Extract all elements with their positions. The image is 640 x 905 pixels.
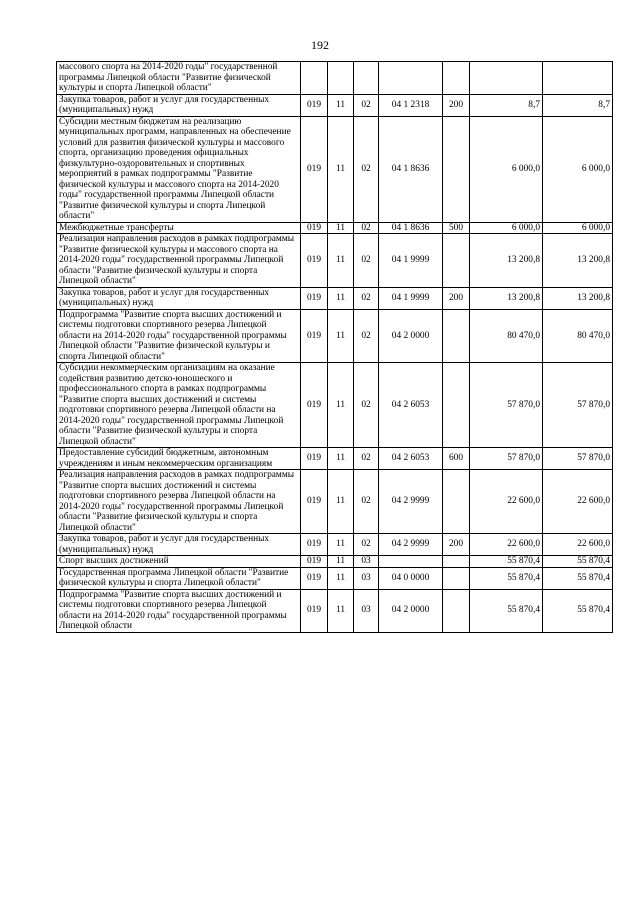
row-name-cell: Субсидии некоммерческим организациям на оказание содействия развитию детско-юношеского и профессионального спорта в рамках подпрограммы "Развитие спорта высших достижений и системы подготовки спортивного резерва Липецкой области на 2014-2020 годы" государственной программы Липецкой области "Развитие физической культуры и спорта Липецкой области" [57,363,301,448]
table-row [57,287,613,309]
row-amount-2-cell [543,62,613,95]
row-amount-1-cell: 80 470,0 [470,309,543,363]
row-target-article-cell: 04 2 0000 [379,589,443,632]
row-amount-1-cell: 55 870,4 [470,589,543,632]
row-subsection-cell: 02 [354,534,379,556]
row-subsection-cell: 02 [354,234,379,288]
row-name-cell: Закупка товаров, работ и услуг для государственных (муниципальных) нужд [57,534,301,556]
row-expense-type-cell [443,116,470,222]
row-name-cell: Реализация направления расходов в рамках подпрограммы "Развитие физической культуры и массового спорта на 2014-2020 годы" государственной программы Липецкой области "Развитие физической культуры и спорта Липецкой области" [57,234,301,288]
row-section-cell: 11 [328,234,354,288]
row-expense-type-cell [443,589,470,632]
budget-table [56,61,613,633]
row-expense-type-cell [443,309,470,363]
row-amount-1-cell: 8,7 [470,94,543,116]
row-target-article-cell: 04 1 8636 [379,222,443,234]
table-row [57,534,613,556]
row-name-cell: Подпрограмма "Развитие спорта высших достижений и системы подготовки спортивного резерва Липецкой области на 2014-2020 годы" государственной программы Липецкой области [57,589,301,632]
row-amount-2-cell: 22 600,0 [543,534,613,556]
row-amount-1-cell: 57 870,0 [470,363,543,448]
row-amount-1-cell [470,62,543,95]
row-expense-type-cell: 200 [443,287,470,309]
row-expense-type-cell [443,567,470,589]
table-row [57,567,613,589]
row-subsection-cell: 02 [354,363,379,448]
row-section-cell: 11 [328,556,354,568]
row-amount-1-cell: 13 200,8 [470,287,543,309]
table-row [57,363,613,448]
row-ministry-code-cell [301,62,328,95]
row-amount-1-cell: 57 870,0 [470,448,543,470]
row-subsection-cell: 02 [354,448,379,470]
row-name-cell: Закупка товаров, работ и услуг для государственных (муниципальных) нужд [57,94,301,116]
row-expense-type-cell [443,234,470,288]
row-subsection-cell: 02 [354,116,379,222]
row-target-article-cell: 04 1 9999 [379,234,443,288]
row-name-cell: Реализация направления расходов в рамках подпрограммы "Развитие спорта высших достижений и системы подготовки спортивного резерва Липецкой области на 2014-2020 годы" государственной программы Липецкой области "Развитие физической культуры и спорта Липецкой области" [57,470,301,534]
row-subsection-cell: 03 [354,556,379,568]
row-ministry-code-cell: 019 [301,470,328,534]
row-subsection-cell: 02 [354,470,379,534]
row-expense-type-cell: 600 [443,448,470,470]
row-name-cell: Государственная программа Липецкой области "Развитие физической культуры и спорта Липецкой области" [57,567,301,589]
table-row [57,589,613,632]
row-target-article-cell: 04 2 0000 [379,309,443,363]
row-ministry-code-cell: 019 [301,567,328,589]
row-amount-1-cell: 22 600,0 [470,534,543,556]
row-ministry-code-cell: 019 [301,589,328,632]
row-amount-1-cell: 22 600,0 [470,470,543,534]
row-amount-2-cell: 57 870,0 [543,363,613,448]
row-ministry-code-cell: 019 [301,534,328,556]
row-expense-type-cell: 500 [443,222,470,234]
row-expense-type-cell [443,470,470,534]
row-target-article-cell: 04 2 9999 [379,470,443,534]
row-subsection-cell: 02 [354,309,379,363]
row-amount-2-cell: 6 000,0 [543,222,613,234]
row-name-cell: массового спорта на 2014-2020 годы" государственной программы Липецкой области "Развитие физической культуры и спорта Липецкой области" [57,62,301,95]
row-subsection-cell: 02 [354,287,379,309]
row-target-article-cell [379,556,443,568]
row-ministry-code-cell: 019 [301,309,328,363]
row-section-cell: 11 [328,470,354,534]
row-amount-2-cell: 57 870,0 [543,448,613,470]
row-name-cell: Закупка товаров, работ и услуг для государственных (муниципальных) нужд [57,287,301,309]
row-expense-type-cell [443,556,470,568]
row-target-article-cell: 04 2 6053 [379,363,443,448]
row-amount-2-cell: 80 470,0 [543,309,613,363]
row-ministry-code-cell: 019 [301,556,328,568]
row-section-cell: 11 [328,567,354,589]
row-amount-2-cell: 13 200,8 [543,287,613,309]
row-ministry-code-cell: 019 [301,448,328,470]
row-ministry-code-cell: 019 [301,287,328,309]
row-ministry-code-cell: 019 [301,234,328,288]
row-ministry-code-cell: 019 [301,363,328,448]
row-target-article-cell [379,62,443,95]
row-expense-type-cell: 200 [443,534,470,556]
row-expense-type-cell [443,62,470,95]
row-subsection-cell: 03 [354,589,379,632]
row-name-cell: Спорт высших достижений [57,556,301,568]
row-name-cell: Межбюджетные трансферты [57,222,301,234]
row-amount-2-cell: 22 600,0 [543,470,613,534]
row-section-cell: 11 [328,287,354,309]
row-section-cell: 11 [328,116,354,222]
page-number: 192 [311,38,329,52]
table-row [57,94,613,116]
row-target-article-cell: 04 1 8636 [379,116,443,222]
row-amount-2-cell: 55 870,4 [543,589,613,632]
row-amount-1-cell: 55 870,4 [470,567,543,589]
table-row [57,556,613,568]
row-amount-2-cell: 55 870,4 [543,567,613,589]
row-name-cell: Подпрограмма "Развитие спорта высших достижений и системы подготовки спортивного резерва Липецкой области на 2014-2020 годы" государственной программы Липецкой области "Развитие физической культуры и спорта Липецкой области" [57,309,301,363]
row-target-article-cell: 04 1 9999 [379,287,443,309]
row-subsection-cell: 02 [354,94,379,116]
row-amount-2-cell: 8,7 [543,94,613,116]
row-target-article-cell: 04 2 6053 [379,448,443,470]
row-amount-2-cell: 55 870,4 [543,556,613,568]
row-section-cell [328,62,354,95]
row-subsection-cell [354,62,379,95]
table-row [57,62,613,95]
row-section-cell: 11 [328,363,354,448]
row-target-article-cell: 04 0 0000 [379,567,443,589]
row-name-cell: Предоставление субсидий бюджетным, автономным учреждениям и иным некоммерческим организациям [57,448,301,470]
row-amount-2-cell: 13 200,8 [543,234,613,288]
row-amount-2-cell: 6 000,0 [543,116,613,222]
table-row [57,222,613,234]
row-amount-1-cell: 55 870,4 [470,556,543,568]
table-row [57,234,613,288]
row-expense-type-cell: 200 [443,94,470,116]
row-section-cell: 11 [328,589,354,632]
row-ministry-code-cell: 019 [301,116,328,222]
table-row [57,116,613,222]
row-amount-1-cell: 6 000,0 [470,116,543,222]
row-section-cell: 11 [328,94,354,116]
row-subsection-cell: 02 [354,222,379,234]
table-row [57,470,613,534]
row-amount-1-cell: 13 200,8 [470,234,543,288]
row-target-article-cell: 04 2 9999 [379,534,443,556]
row-target-article-cell: 04 1 2318 [379,94,443,116]
row-ministry-code-cell: 019 [301,94,328,116]
table-row [57,448,613,470]
row-section-cell: 11 [328,534,354,556]
row-amount-1-cell: 6 000,0 [470,222,543,234]
row-subsection-cell: 03 [354,567,379,589]
row-section-cell: 11 [328,222,354,234]
table-row [57,309,613,363]
row-ministry-code-cell: 019 [301,222,328,234]
row-section-cell: 11 [328,309,354,363]
row-name-cell: Субсидии местным бюджетам на реализацию муниципальных программ, направленных на обеспечение условий для развития физической культуры и массового спорта, организацию проведения официальных физкультурно-оздоровительных и спортивных мероприятий в рамках подпрограммы "Развитие физической культуры и массового спорта на 2014-2020 годы" государственной программы Липецкой области "Развитие физической культуры и спорта Липецкой области" [57,116,301,222]
row-expense-type-cell [443,363,470,448]
row-section-cell: 11 [328,448,354,470]
